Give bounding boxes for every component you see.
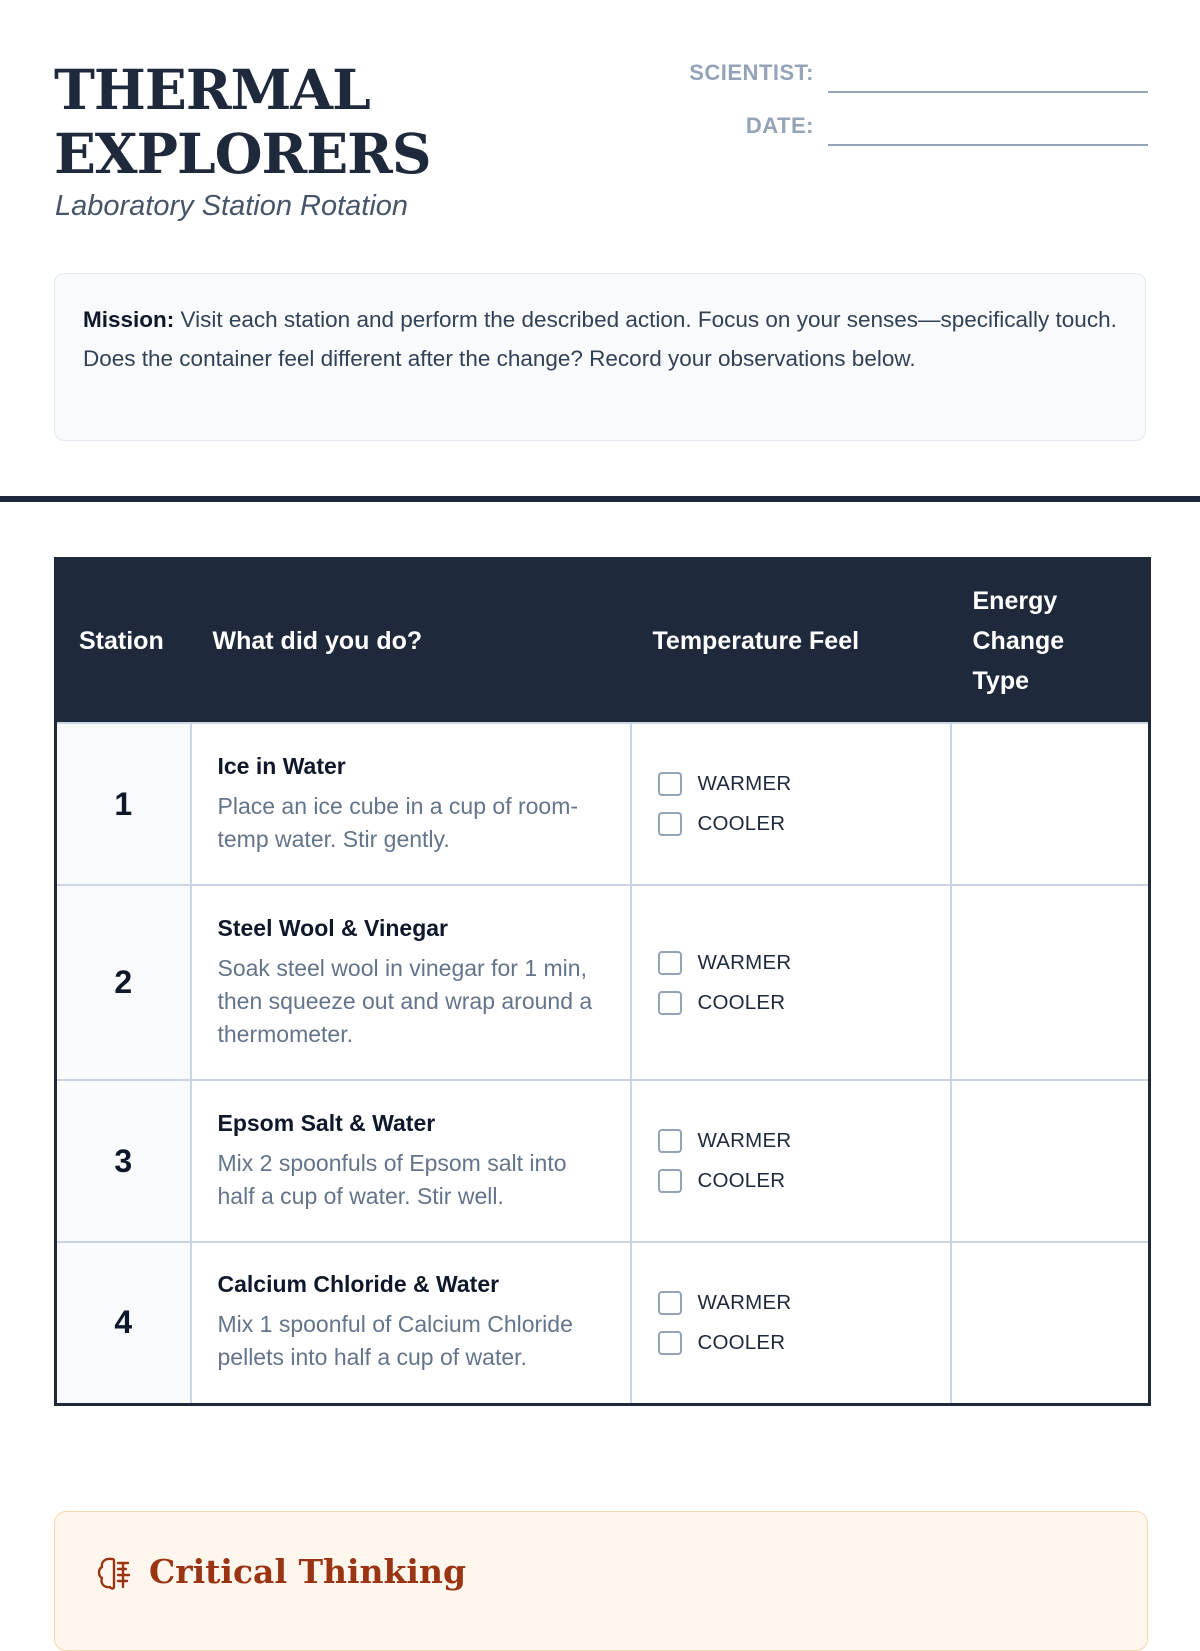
cooler-label: COOLER — [697, 990, 786, 1014]
table-row — [56, 1242, 1150, 1404]
mission-text: Visit each station and perform the described action. Focus on your senses—specifically touch. Does the container feel different after the change? Record your observations below. — [83, 307, 1117, 371]
energy-answer-cell[interactable] — [951, 1242, 1150, 1404]
critical-thinking-title: Critical Thinking — [149, 1552, 467, 1591]
warmer-label: WARMER — [697, 772, 792, 795]
mission-box — [54, 273, 1146, 441]
warmer-label: WARMER — [697, 1129, 792, 1152]
energy-answer-cell[interactable] — [951, 723, 1150, 885]
warmer-label: WARMER — [697, 1290, 792, 1314]
energy-answer-cell[interactable] — [951, 885, 1150, 1080]
cooler-option[interactable] — [658, 1323, 949, 1363]
brain-icon — [95, 1554, 133, 1592]
cooler-option[interactable] — [658, 804, 949, 844]
table-row — [56, 1080, 1150, 1242]
station-title: Steel Wool & Vinegar — [217, 914, 448, 941]
cooler-checkbox[interactable] — [658, 1169, 682, 1193]
warmer-option[interactable] — [658, 1121, 949, 1161]
warmer-checkbox[interactable] — [658, 1291, 682, 1315]
cooler-option[interactable] — [658, 1161, 949, 1201]
warmer-option[interactable] — [658, 1283, 949, 1323]
header-station: Station — [56, 559, 191, 724]
cooler-label: COOLER — [697, 1330, 786, 1354]
station-table — [54, 557, 1151, 1406]
worksheet-subtitle: Laboratory Station Rotation — [55, 190, 409, 222]
warmer-checkbox[interactable] — [658, 772, 682, 796]
station-description: Place an ice cube in a cup of room-temp water. Stir gently. — [217, 792, 579, 852]
temperature-cell — [631, 723, 951, 885]
warmer-checkbox[interactable] — [658, 1129, 682, 1153]
warmer-label: WARMER — [697, 950, 792, 974]
station-title: Ice in Water — [217, 752, 346, 779]
station-description: Mix 2 spoonfuls of Epsom salt into half a cup of water. Stir well. — [217, 1149, 567, 1209]
cooler-checkbox[interactable] — [658, 991, 682, 1015]
worksheet-title — [54, 58, 431, 186]
station-number: 3 — [56, 1080, 191, 1242]
station-number: 1 — [56, 723, 191, 885]
mission-label: Mission: — [83, 307, 175, 332]
cooler-label: COOLER — [697, 812, 786, 835]
temperature-cell — [631, 1080, 951, 1242]
scientist-label: SCIENTIST: — [689, 60, 814, 85]
date-label: DATE: — [745, 113, 814, 138]
table-row — [56, 885, 1150, 1080]
action-cell — [191, 1080, 631, 1242]
header-energy: Energy Change Type — [951, 559, 1150, 724]
cooler-checkbox[interactable] — [658, 812, 682, 836]
station-title: Calcium Chloride & Water — [217, 1271, 500, 1298]
station-number: 4 — [56, 1242, 191, 1404]
temperature-cell — [631, 885, 951, 1080]
action-cell — [191, 885, 631, 1080]
station-title: Epsom Salt & Water — [217, 1109, 436, 1136]
station-description: Mix 1 spoonful of Calcium Chloride pellets into half a cup of water. — [217, 1311, 573, 1371]
cooler-option[interactable] — [658, 983, 949, 1023]
warmer-option[interactable] — [658, 764, 949, 804]
station-description: Soak steel wool in vinegar for 1 min, then squeeze out and wrap around a thermometer. — [217, 954, 593, 1047]
date-field[interactable] — [828, 144, 1148, 146]
cooler-label: COOLER — [697, 1169, 786, 1192]
header-temperature: Temperature Feel — [631, 559, 951, 724]
scientist-field[interactable] — [828, 91, 1148, 93]
temperature-cell — [631, 1242, 951, 1404]
station-number: 2 — [56, 885, 191, 1080]
title-line-2: EXPLORERS — [54, 121, 431, 186]
action-cell — [191, 1242, 631, 1404]
warmer-checkbox[interactable] — [658, 951, 682, 975]
table-row — [56, 723, 1150, 885]
critical-thinking-box — [54, 1511, 1148, 1651]
energy-answer-cell[interactable] — [951, 1080, 1150, 1242]
action-cell — [191, 723, 631, 885]
section-divider — [0, 496, 1200, 502]
cooler-checkbox[interactable] — [658, 1331, 682, 1355]
header-action: What did you do? — [191, 559, 631, 724]
warmer-option[interactable] — [658, 943, 949, 983]
table-header-row — [56, 559, 1150, 724]
title-line-1: THERMAL — [54, 57, 370, 122]
